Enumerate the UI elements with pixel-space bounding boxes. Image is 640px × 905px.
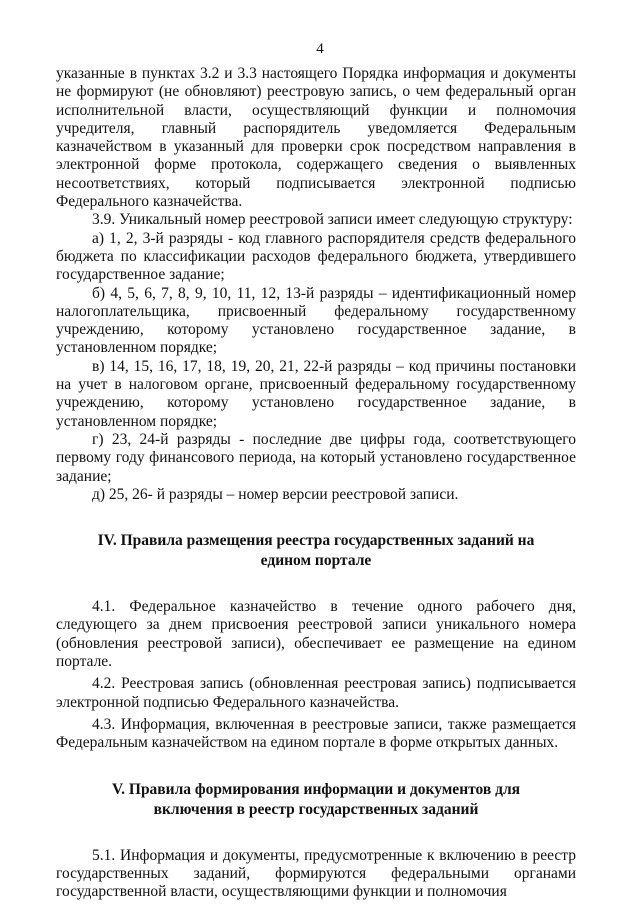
section-5-heading-line2: включения в реестр государственных заданий [153, 800, 479, 818]
list-item-b: б) 4, 5, 6, 7, 8, 9, 10, 11, 12, 13-й разряды – идентификационный номер налогоплательщика, присвоенный федеральному государственному учреждению, которому установлено государственное задание, в установленном порядке; [56, 284, 576, 357]
paragraph-4-2: 4.2. Реестровая запись (обновленная реестровая запись) подписывается электронной подписью Федерального казначейства. [56, 675, 576, 711]
list-item-a: а) 1, 2, 3-й разряды - код главного распорядителя средств федерального бюджета по классификации расходов федерального бюджета, утвердившего государственное задание; [56, 229, 576, 284]
section-4-heading-line2: едином портале [260, 552, 372, 570]
section-4-heading [56, 531, 576, 571]
section-5-heading-line1: V. Правила формирования информации и документов для [111, 780, 521, 798]
list-item-g: г) 23, 24-й разряды - последние две цифры года, соответствующего первому году финансового периода, на который установлено государственное задание; [56, 430, 576, 485]
paragraph-3-9: 3.9. Уникальный номер реестровой записи имеет следующую структуру: [92, 211, 573, 229]
list-item-d: д) 25, 26- й разряды – номер версии реестровой записи. [92, 485, 459, 503]
paragraph-5-1: 5.1. Информация и документы, предусмотренные к включению в реестр государственных заданий, формируются федеральными органами государственной власти, осуществляющими функции и полномочия [56, 846, 576, 901]
section-5-heading [56, 780, 576, 820]
page-number: 4 [316, 41, 324, 57]
list-item-v: в) 14, 15, 16, 17, 18, 19, 20, 21, 22-й разряды – код причины постановки на учет в налоговом органе, присвоенный федеральному государственному учреждению, которому установлено государственное задание, в установленном порядке; [56, 357, 576, 430]
section-4-heading-line1: IV. Правила размещения реестра государственных заданий на [97, 532, 535, 550]
paragraph-4-1: 4.1. Федеральное казначейство в течение одного рабочего дня, следующего за днем присвоения реестровой записи уникального номера (обновления реестровой записи), обеспечивает ее размещение на едином портале. [56, 598, 576, 671]
page-content [56, 65, 576, 901]
paragraph-4-3: 4.3. Информация, включенная в реестровые записи, также размещается Федеральным казначейством на едином портале в форме открытых данных. [56, 715, 576, 752]
paragraph-continued: указанные в пунктах 3.2 и 3.3 настоящего Порядка информация и документы не формируют (не обновляют) реестровую запись, о чем федеральный орган исполнительной власти, осуществляющий функции и полномочия учредителя, главный распорядитель уведомляется Федеральным казначейством в указанный для проверки срок посредством направления в электронной форме протокола, содержащего сведения о выявленных несоответствиях, который подписывается электронной подписью Федерального казначейства. [56, 65, 576, 211]
